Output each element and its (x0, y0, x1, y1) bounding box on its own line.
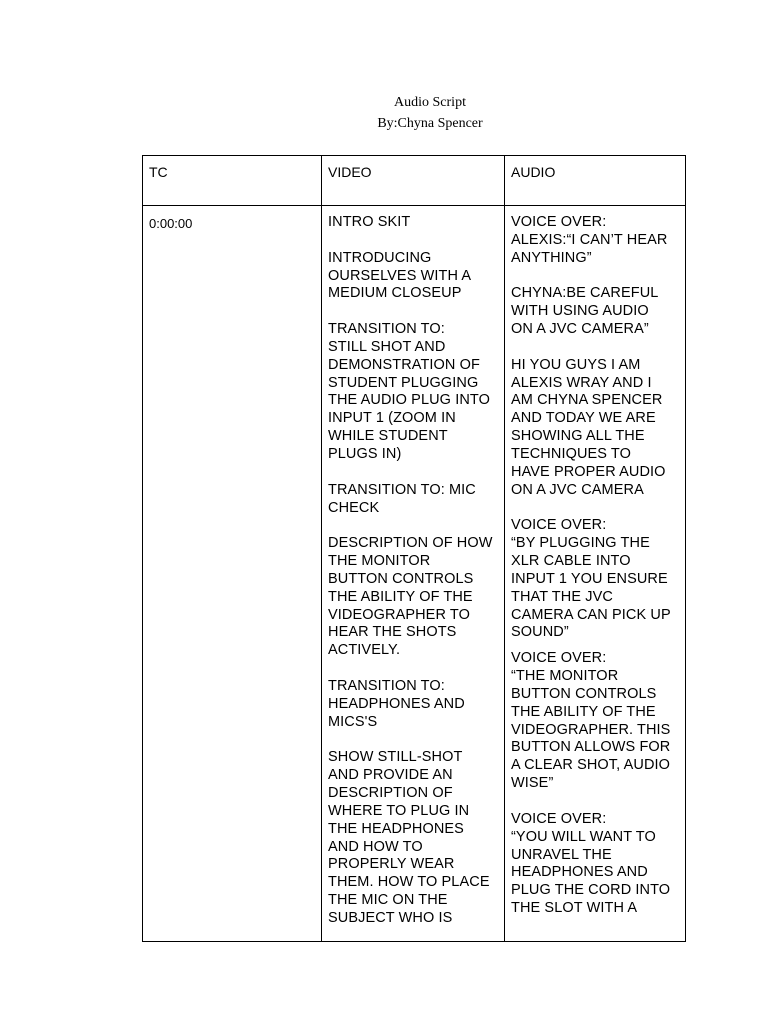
audio-paragraph: VOICE OVER: “BY PLUGGING THE XLR CABLE INTO INPUT 1 YOU ENSURE THAT THE JVC CAMERA CAN PICK UP SOUND” (511, 517, 671, 641)
audio-paragraph: CHYNA:BE CAREFUL WITH USING AUDIO ON A JVC CAMERA” (511, 285, 659, 338)
document-header (0, 92, 768, 134)
audio-cell (505, 206, 686, 942)
audio-paragraph: VOICE OVER: “YOU WILL WANT TO UNRAVEL THE HEADPHONES AND PLUG THE CORD INTO THE SLOT WITH A (511, 810, 671, 917)
audio-paragraph: VOICE OVER: “THE MONITOR BUTTON CONTROLS THE ABILITY OF THE VIDEOGRAPHER. THIS BUTTON ALLOWS FOR A CLEAR SHOT, AUDIO WISE” (511, 650, 671, 792)
script-table (142, 155, 686, 942)
video-paragraph: TRANSITION TO: MIC CHECK (328, 481, 476, 516)
video-paragraph: INTRO SKIT (328, 214, 411, 230)
audio-paragraph: VOICE OVER: ALEXIS:“I CAN’T HEAR ANYTHING” (511, 214, 668, 266)
timecode: 0:00:00 (149, 216, 193, 231)
audio-paragraph: HI YOU GUYS I AM ALEXIS WRAY AND I AM CHYNA SPENCER AND TODAY WE ARE SHOWING ALL THE TECHNIQUES TO HAVE PROPER AUDIO ON A JVC CAMERA (511, 356, 666, 498)
document-byline: By:Chyna Spencer (377, 116, 483, 131)
video-paragraph: INTRODUCING OURSELVES WITH A MEDIUM CLOSEUP (328, 249, 472, 302)
video-cell (322, 206, 505, 942)
table-row (143, 206, 686, 942)
column-header-video: VIDEO (322, 156, 505, 206)
timecode-cell (143, 206, 322, 942)
video-paragraph: TRANSITION TO: STILL SHOT AND DEMONSTRATION OF STUDENT PLUGGING THE AUDIO PLUG INTO INPUT 1 (ZOOM IN WHILE STUDENT PLUGS IN) (328, 321, 490, 462)
video-paragraph: TRANSITION TO: HEADPHONES AND MICS'S (328, 677, 465, 730)
column-header-tc: TC (143, 156, 322, 206)
document-title: Audio Script (394, 95, 466, 110)
video-paragraph: SHOW STILL-SHOT AND PROVIDE AN DESCRIPTION OF WHERE TO PLUG IN THE HEADPHONES AND HOW TO PROPERLY WEAR THEM. HOW TO PLACE THE MIC ON THE SUBJECT WHO IS (328, 749, 490, 926)
column-header-audio: AUDIO (505, 156, 686, 206)
table-header-row (143, 156, 686, 206)
video-paragraph: DESCRIPTION OF HOW THE MONITOR BUTTON CONTROLS THE ABILITY OF THE VIDEOGRAPHER TO HEAR THE SHOTS ACTIVELY. (328, 535, 493, 659)
